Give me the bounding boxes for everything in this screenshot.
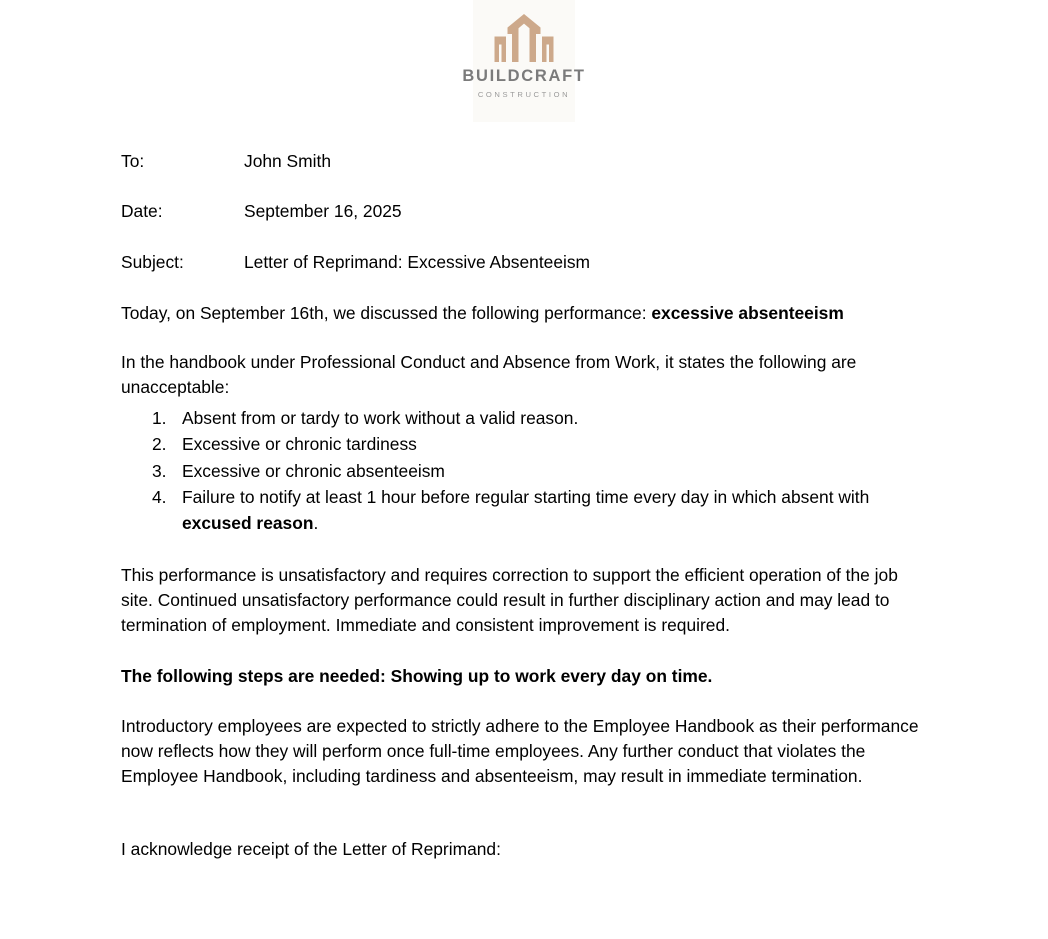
list-item xyxy=(121,406,933,432)
list-item-marker: 1. xyxy=(152,407,167,428)
list-item-marker: 2. xyxy=(152,434,167,455)
field-row-to xyxy=(121,150,933,173)
introductory-employees-paragraph: Introductory employees are expected to strictly adhere to the Employee Handbook as their performance now reflects how they will perform once full-time employees. Any further conduct that violates the Employee Handbook, including tardiness and absenteeism, may result in immediate termination. xyxy=(121,715,919,786)
field-label-to: To: xyxy=(121,151,145,171)
brand-tagline: CONSTRUCTION xyxy=(477,89,571,99)
field-label-date: Date: xyxy=(121,201,163,222)
acknowledgement-line: I acknowledge receipt of the Letter of Reprimand: xyxy=(121,838,501,859)
field-value-date: September 16, 2025 xyxy=(244,201,402,222)
list-item-text: Failure to notify at least 1 hour before regular starting time every day in which absent with xyxy=(182,487,870,508)
intro-text: Today, on September 16th, we discussed the following performance: xyxy=(121,303,652,324)
field-value-subject: Letter of Reprimand: Excessive Absenteeism xyxy=(244,251,591,272)
field-row-date xyxy=(121,200,933,223)
unacceptable-reasons-list xyxy=(121,406,933,537)
list-item-text: Excessive or chronic absenteeism xyxy=(182,460,445,481)
field-value-to: John Smith xyxy=(244,151,331,171)
list-item-text: Absent from or tardy to work without a valid reason. xyxy=(182,407,579,428)
list-item-text-after: . xyxy=(313,512,319,533)
steps-heading: The following steps are needed: Showing up to work every day on time. xyxy=(121,665,713,686)
letter-body xyxy=(121,150,933,862)
list-item-marker: 3. xyxy=(152,460,167,481)
performance-paragraph: This performance is unsatisfactory and requires correction to support the efficient operation of the job site. Continued unsatisfactory performance could result in further disciplinary action and may lead to termination of employment. Immediate and consistent improvement is required. xyxy=(121,564,898,635)
brand-wordmark: BUILDCRAFT xyxy=(462,67,586,85)
list-item-marker: 4. xyxy=(152,487,167,508)
list-item-text: Excessive or chronic tardiness xyxy=(182,434,417,455)
list-item xyxy=(121,432,933,458)
list-item-bold-phrase: excused reason xyxy=(182,512,314,533)
company-logo-block xyxy=(462,0,586,122)
intro-paragraph xyxy=(121,301,933,326)
list-item xyxy=(121,459,933,485)
field-row-subject xyxy=(121,251,933,274)
intro-bold-phrase: excessive absenteeism xyxy=(651,303,844,324)
handbook-intro-paragraph: In the handbook under Professional Conduct and Absence from Work, it states the following are unacceptable: xyxy=(121,351,857,397)
list-item xyxy=(121,485,933,536)
buildcraft-building-mark-icon xyxy=(493,14,555,62)
field-label-subject: Subject: xyxy=(121,251,184,272)
